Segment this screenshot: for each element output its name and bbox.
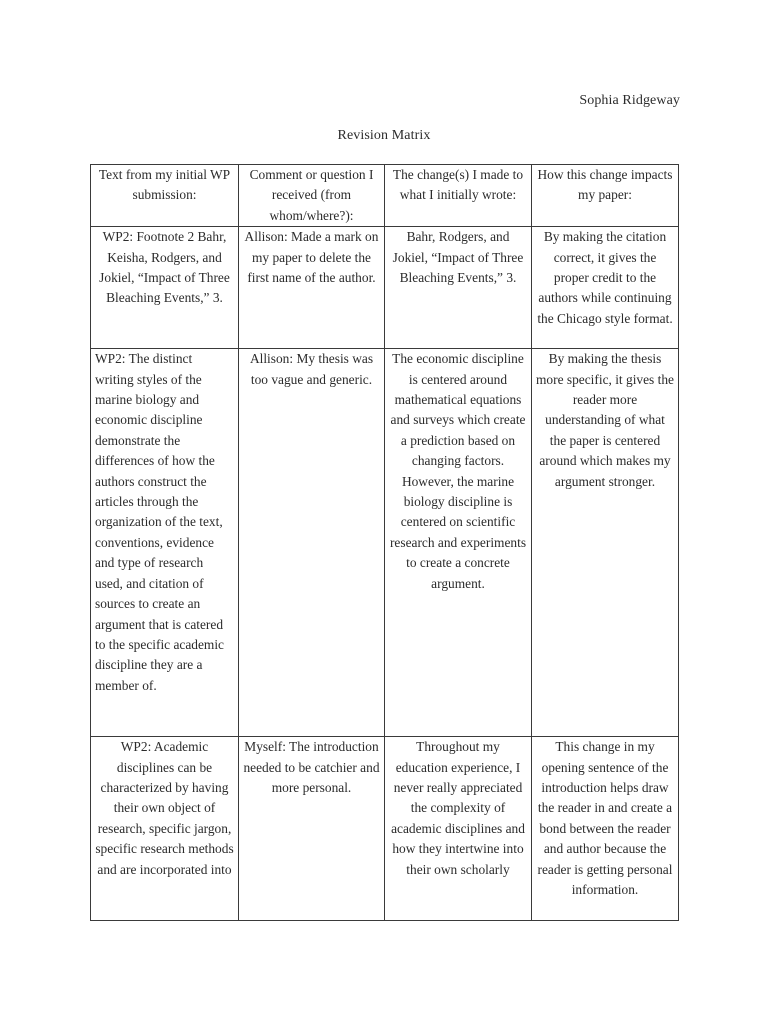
table-cell: The economic discipline is centered around mathematical equations and surveys which create a prediction based on changing factors. However, the marine biology discipline is centered on scientific research and experiments to create a concrete argument.: [385, 349, 532, 737]
table-cell: By making the citation correct, it gives the proper credit to the authors while continuing the Chicago style format.: [532, 227, 679, 349]
header-cell-comment: Comment or question I received (from whom/where?):: [239, 165, 385, 227]
table-row: [91, 737, 679, 921]
table-cell: Myself: The introduction needed to be catchier and more personal.: [239, 737, 385, 921]
table-header-row: [91, 165, 679, 227]
table-cell: This change in my opening sentence of the introduction helps draw the reader in and create a bond between the reader and author because the reader is getting personal information.: [532, 737, 679, 921]
revision-matrix-table: [90, 164, 679, 921]
table-cell: By making the thesis more specific, it gives the reader more understanding of what the paper is centered around which makes my argument stronger.: [532, 349, 679, 737]
table-cell: WP2: The distinct writing styles of the marine biology and economic discipline demonstrate the differences of how the authors construct the articles through the organization of the text, conventions, evidence and type of research used, and citation of sources to create an argument that is catered to the specific academic discipline they are a member of.: [91, 349, 239, 737]
author-name: Sophia Ridgeway: [579, 93, 680, 108]
table-cell: WP2: Footnote 2 Bahr, Keisha, Rodgers, and Jokiel, “Impact of Three Bleaching Events,” 3.: [91, 227, 239, 349]
header-cell-change: The change(s) I made to what I initially wrote:: [385, 165, 532, 227]
document-title: Revision Matrix: [337, 128, 431, 143]
header-cell-impact: How this change impacts my paper:: [532, 165, 679, 227]
table-cell: Allison: My thesis was too vague and generic.: [239, 349, 385, 737]
header-cell-initial-text: Text from my initial WP submission:: [91, 165, 239, 227]
table-cell: Allison: Made a mark on my paper to delete the first name of the author.: [239, 227, 385, 349]
table-row: [91, 227, 679, 349]
table-cell: WP2: Academic disciplines can be characterized by having their own object of research, specific jargon, specific research methods and are incorporated into: [91, 737, 239, 921]
table-cell: Throughout my education experience, I never really appreciated the complexity of academic disciplines and how they intertwine into their own scholarly: [385, 737, 532, 921]
table-cell: Bahr, Rodgers, and Jokiel, “Impact of Three Bleaching Events,” 3.: [385, 227, 532, 349]
table-row: [91, 349, 679, 737]
